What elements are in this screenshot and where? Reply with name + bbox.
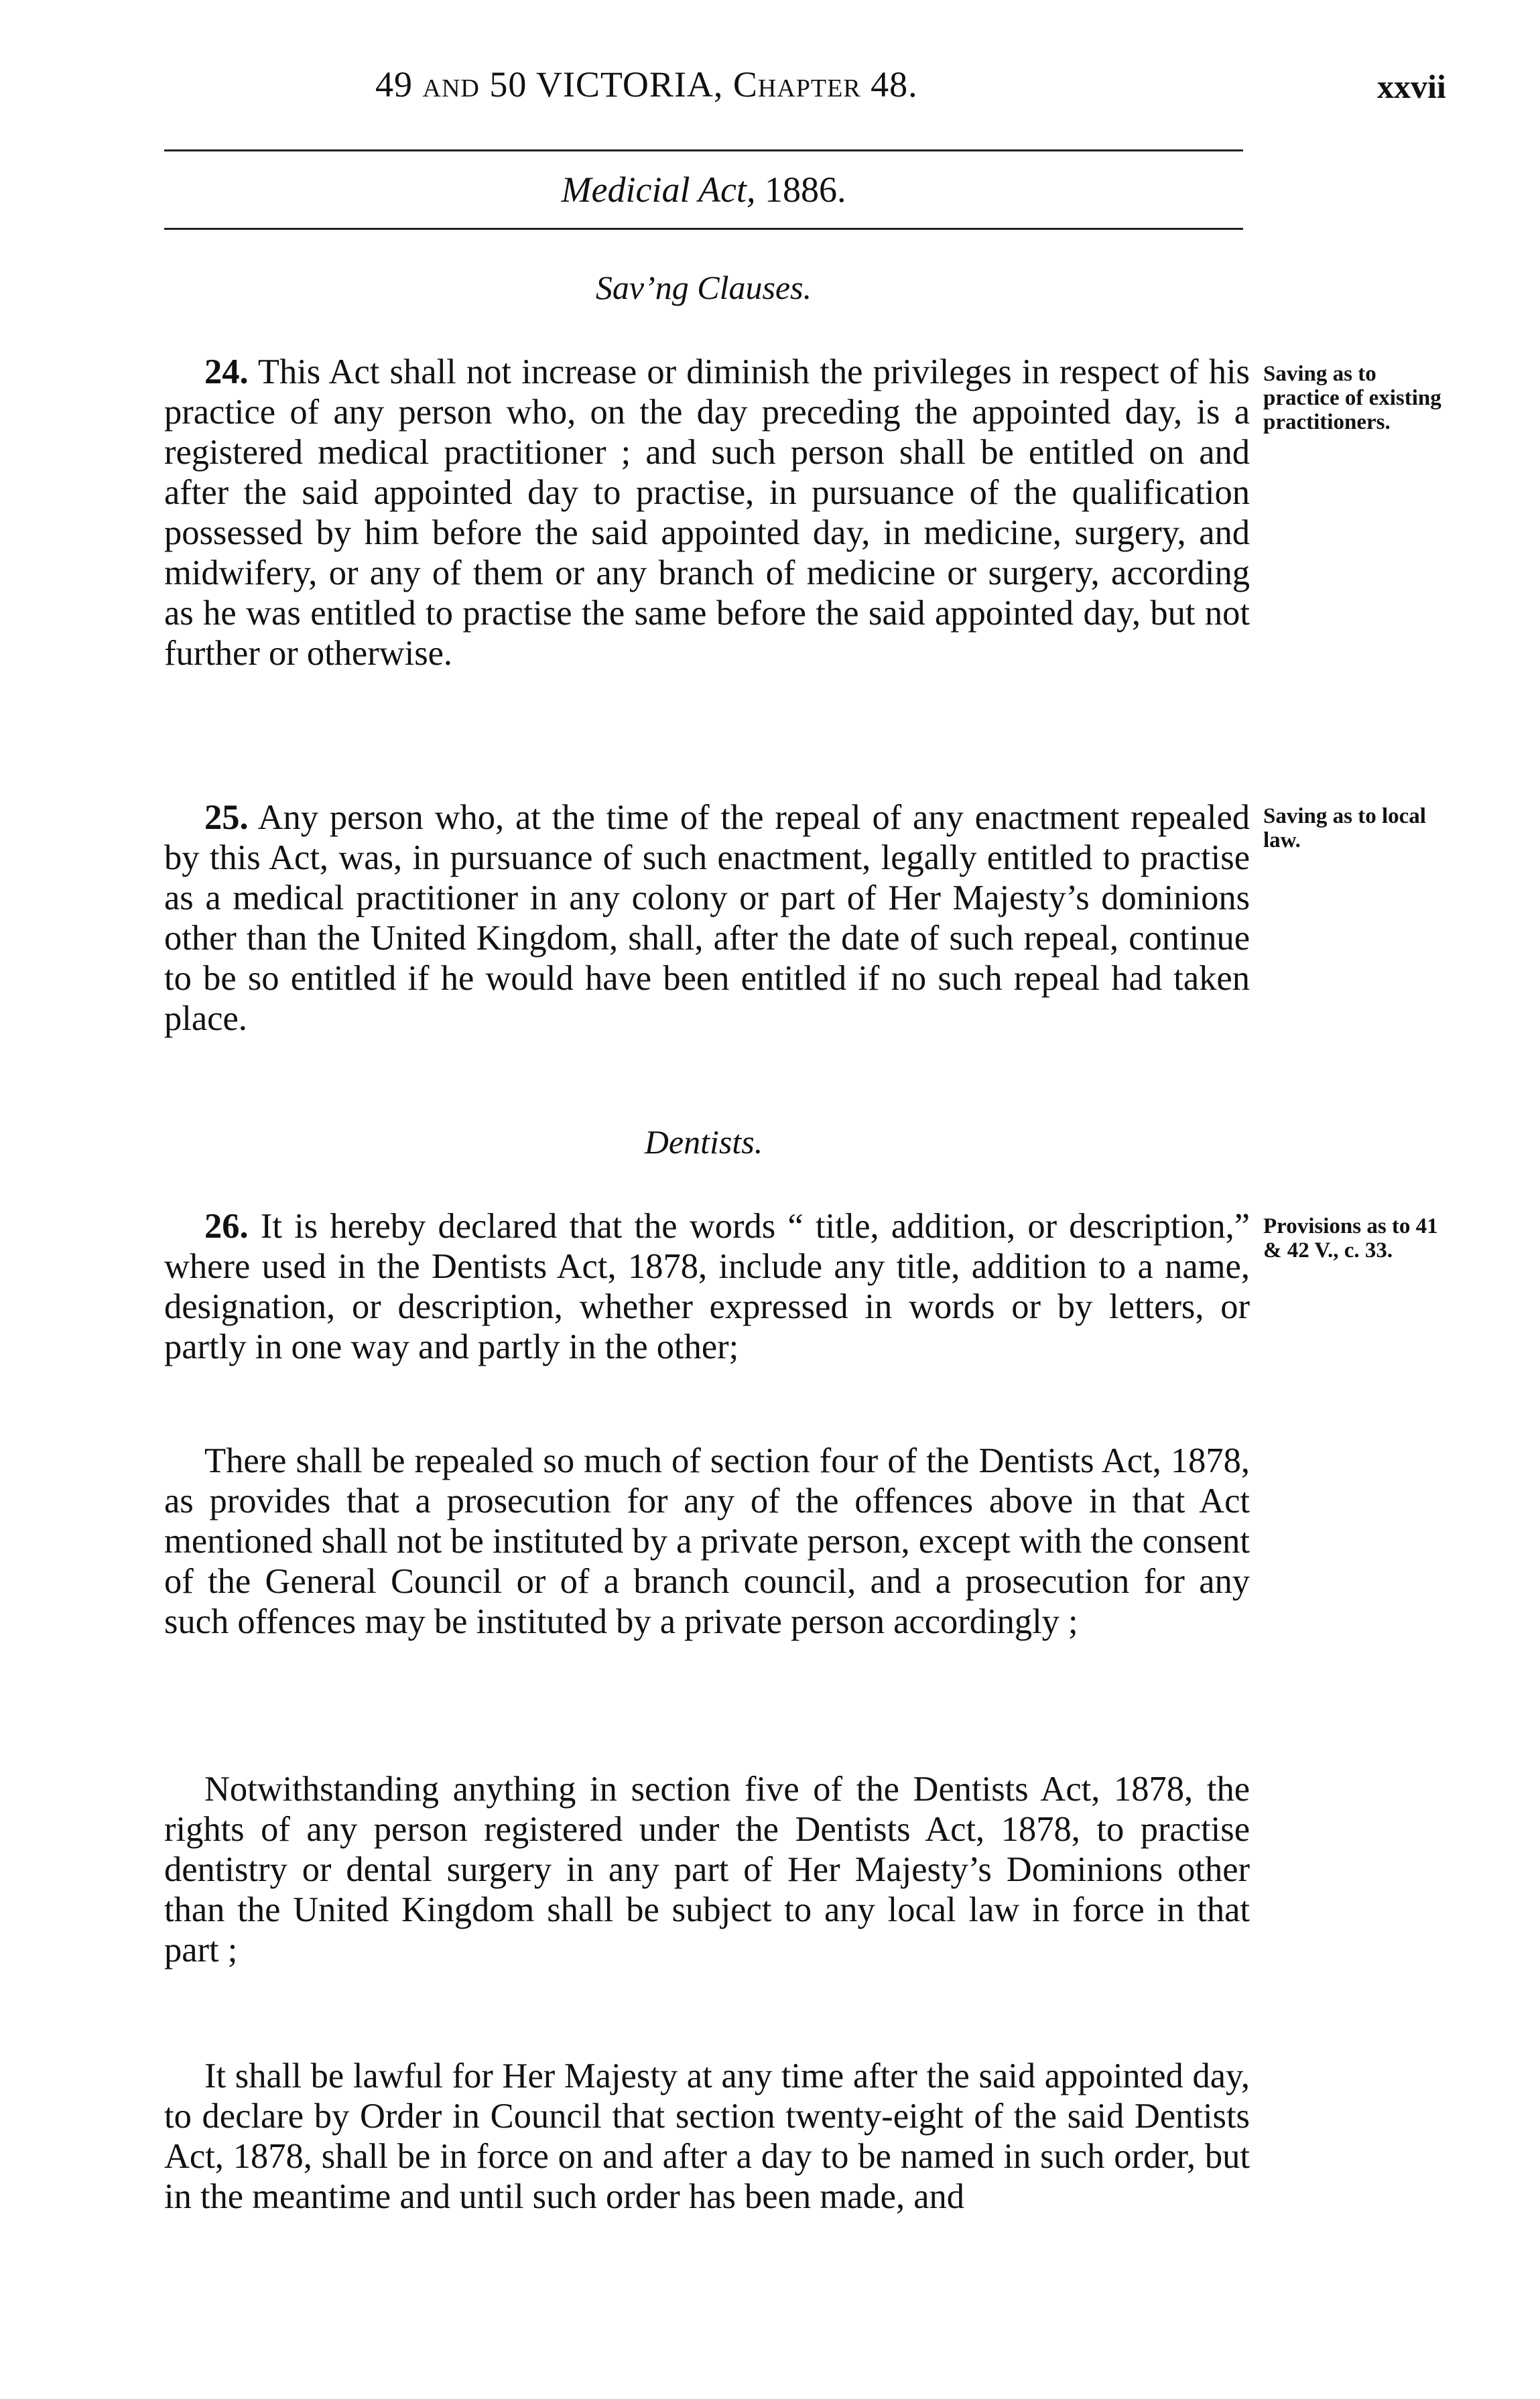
section-24-number: 24. (204, 352, 249, 391)
paragraph-dentists-repeal-text: There shall be repealed so much of section four of the Dentists Act, 1878, as provides that a prosecution for any of the offences above in that Act mentioned shall not be instituted by a private person, except with the consent of the General Council or of a branch council, and a prosecution for any such offences may be instituted by a private person accordingly ; (164, 1441, 1250, 1641)
top-rule (164, 149, 1243, 151)
running-head-chapter-num: 48. (871, 64, 918, 105)
section-25-text: Any person who, at the time of the repeal of any enactment repealed by this Act, was, in pursuance of such enactment, legally entitled to practise as a medical practitioner in any colony or part of Her Majesty’s dominions other than the United Kingdom, shall, after the date of such repeal, continue to be so entitled if he would have been entitled if no such repeal had taken place. (164, 798, 1250, 1038)
act-title-year: 1886. (764, 170, 846, 210)
paragraph-local-law (164, 1769, 1250, 1970)
title-rule (164, 228, 1243, 230)
page-number: xxvii (1377, 68, 1446, 105)
paragraph-dentists-repeal (164, 1441, 1250, 1642)
section-26-number: 26. (204, 1207, 249, 1246)
running-head-num: 49 (375, 64, 413, 105)
section-26-text: It is hereby declared that the words “ title, addition, or description,” where used in the Dentists Act, 1878, include any title, addition to a name, designation, or description, whether expressed in words or by letters, or partly in one way and partly in the other; (164, 1207, 1250, 1366)
act-title-name: Medicial Act, (561, 170, 756, 210)
running-head-victoria: 50 VICTORIA, (489, 64, 724, 105)
margin-note-26: Provisions as to 41 & 42 V., c. 33. (1263, 1214, 1438, 1262)
section-26 (164, 1206, 1250, 1367)
heading-saving-clauses: Sav’ng Clauses. (595, 269, 812, 306)
heading-dentists: Dentists. (644, 1123, 763, 1161)
margin-note-24: Saving as to practice of existing practitioners. (1263, 362, 1441, 434)
act-title (0, 169, 1407, 210)
paragraph-local-law-text: Notwithstanding anything in section five of the Dentists Act, 1878, the rights of any person registered under the Dentists Act, 1878, to practise dentistry or dental surgery in any part of Her Majesty’s Dominions other than the United Kingdom shall be subject to any local law in force in that part ; (164, 1770, 1250, 1969)
running-head-chapter: Chapter (732, 64, 861, 105)
margin-note-25: Saving as to local law. (1263, 804, 1426, 852)
section-24-text: This Act shall not increase or diminish the privileges in respect of his practice of any person who, on the day preceding the appointed day, is a registered medical practitioner ; and such person shall be entitled on and after the said appointed day to practise, in pursuance of the qualification possessed by him before the said appointed day, in medicine, surgery, and midwifery, or any of them or any branch of medicine or surgery, according as he was entitled to practise the same before the said appointed day, but not further or otherwise. (164, 352, 1250, 673)
section-25 (164, 797, 1250, 1039)
paragraph-order-in-council (164, 2056, 1250, 2217)
section-24 (164, 352, 1250, 673)
paragraph-order-in-council-text: It shall be lawful for Her Majesty at any time after the said appointed day, to declare by Order in Council that section twenty-eight of the said Dentists Act, 1878, shall be in force on and after a day to be named in such order, but in the meantime and until such order has been made, and (164, 2057, 1250, 2216)
section-25-number: 25. (204, 798, 249, 837)
running-head-and: and (422, 64, 480, 105)
running-head (375, 64, 918, 105)
